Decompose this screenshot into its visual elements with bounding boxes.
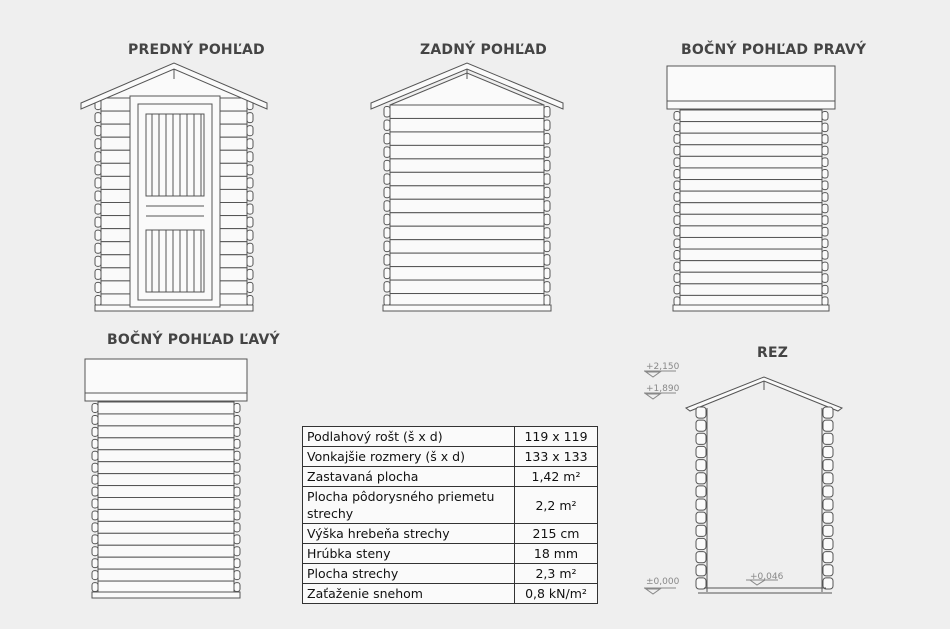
log-end [247,178,253,188]
wall-log [680,237,822,249]
wall-log [390,226,544,239]
log-end [234,415,240,424]
level-marker [646,394,660,399]
wall-log [390,132,544,145]
log-end [247,204,253,214]
log-end [95,217,101,227]
wall-log [390,280,544,293]
wall-log [390,145,544,158]
wall-log [390,105,544,118]
log-end [544,187,550,197]
log-end [92,404,98,413]
log-section [823,512,833,523]
section-view-drawing [644,371,842,594]
log-end [822,204,828,213]
log-end [234,439,240,448]
log-end [384,133,390,143]
log-end [674,251,680,260]
log-end [384,255,390,265]
log-end [247,269,253,279]
wall-log [680,226,822,238]
log-end [95,295,101,305]
side-right-view-drawing [667,66,835,311]
log-end [674,297,680,306]
log-end [234,559,240,568]
wall-log [390,267,544,280]
log-end [822,251,828,260]
log-end [674,216,680,225]
log-end [674,181,680,190]
log-end [247,282,253,292]
log-end [92,499,98,508]
wall-log [98,450,234,462]
spec-row [303,447,598,467]
log-end [92,583,98,592]
log-end [95,191,101,201]
level-marker [646,372,660,377]
wall-log [98,545,234,557]
log-end [544,133,550,143]
wall-log [98,498,234,510]
log-end [92,571,98,580]
log-end [822,169,828,178]
log-end [95,269,101,279]
wall-log [390,118,544,131]
spec-value: 18 mm [515,544,598,564]
wall-log [680,203,822,215]
log-end [234,523,240,532]
wall-log [98,474,234,486]
wall-log [390,213,544,226]
log-end [822,239,828,248]
spec-value: 2,3 m² [515,564,598,584]
log-end [95,178,101,188]
log-section [823,460,833,471]
log-end [544,268,550,278]
log-end [384,160,390,170]
log-end [247,165,253,175]
spec-row [303,487,598,524]
wall-log [680,249,822,261]
log-end [822,274,828,283]
log-end [674,239,680,248]
section-view-title: REZ [757,345,789,361]
log-section [823,446,833,457]
log-end [247,230,253,240]
log-end [92,439,98,448]
level-floor-label: +0,046 [750,572,784,582]
wall-log [98,581,234,593]
spec-label: Zaťaženie snehom [303,584,515,604]
log-end [384,268,390,278]
spec-row [303,427,598,447]
log-end [544,214,550,224]
wall-log [98,402,234,414]
log-section [823,578,833,589]
log-end [822,297,828,306]
wall-log [680,156,822,168]
log-end [544,241,550,251]
log-end [674,262,680,271]
log-end [95,113,101,123]
log-end [92,415,98,424]
spec-label: Hrúbka steny [303,544,515,564]
side-left-view-title: BOČNÝ POHĽAD ĽAVÝ [107,332,280,348]
log-end [544,147,550,157]
wall-log [98,569,234,581]
wall-log [98,414,234,426]
log-end [95,282,101,292]
spec-label: Plocha strechy [303,564,515,584]
wall-log [680,284,822,296]
wall-log [98,533,234,545]
roof-edge [667,101,835,109]
log-end [674,123,680,132]
log-end [822,123,828,132]
log-end [384,174,390,184]
log-section [823,525,833,536]
log-section [696,433,706,444]
log-end [247,113,253,123]
log-section [696,552,706,563]
log-end [95,152,101,162]
log-end [234,427,240,436]
log-end [92,463,98,472]
log-end [674,274,680,283]
log-end [822,158,828,167]
log-end [247,139,253,149]
log-end [95,204,101,214]
wall-log [98,438,234,450]
log-end [247,126,253,136]
log-section [823,486,833,497]
level-marker [646,589,660,594]
spec-value: 1,42 m² [515,467,598,487]
wall-log [680,133,822,145]
log-end [247,191,253,201]
level-ground-label: ±0,000 [646,577,680,587]
wall-log [680,272,822,284]
log-end [384,214,390,224]
wall-log [680,261,822,273]
wall-log [680,145,822,157]
spec-value: 119 x 119 [515,427,598,447]
spec-label: Podlahový rošt (š x d) [303,427,515,447]
wall-log [98,509,234,521]
log-end [95,126,101,136]
level-ridge-label: +2,150 [646,362,680,372]
floor-beam [673,305,829,311]
log-end [95,165,101,175]
log-end [384,295,390,305]
log-section [696,420,706,431]
front-view-drawing [81,63,267,311]
log-end [544,201,550,211]
log-end [822,262,828,271]
log-end [674,146,680,155]
log-end [674,169,680,178]
log-end [822,285,828,294]
log-section [823,552,833,563]
log-end [544,255,550,265]
log-end [674,135,680,144]
log-section [823,420,833,431]
log-section [696,473,706,484]
wall-log [680,180,822,192]
log-end [234,487,240,496]
wall-log [680,122,822,134]
wall-log [680,191,822,203]
log-end [234,511,240,520]
wall-log [390,186,544,199]
log-end [674,285,680,294]
log-section [823,433,833,444]
log-section [696,499,706,510]
log-end [822,193,828,202]
wall-log [98,426,234,438]
log-end [384,241,390,251]
log-end [234,535,240,544]
log-end [822,216,828,225]
wall-log [390,253,544,266]
log-end [247,295,253,305]
wall-log [680,110,822,122]
spec-label: Výška hrebeňa strechy [303,524,515,544]
log-end [544,174,550,184]
spec-row [303,584,598,604]
door-panel [146,230,204,292]
floor-beam [92,592,240,598]
log-section [696,446,706,457]
spec-value: 0,8 kN/m² [515,584,598,604]
side-left-view-drawing [85,359,247,598]
log-section [696,565,706,576]
log-end [674,193,680,202]
log-end [384,147,390,157]
log-section [823,538,833,549]
log-end [234,475,240,484]
log-end [544,282,550,292]
log-section [823,407,833,418]
log-end [247,217,253,227]
log-end [234,451,240,460]
log-end [674,227,680,236]
level-eave-label: +1,890 [646,384,680,394]
log-end [92,427,98,436]
log-end [92,559,98,568]
log-end [95,243,101,253]
roof-fascia [85,359,247,393]
wall-log [98,486,234,498]
log-section [696,578,706,589]
log-end [234,583,240,592]
log-end [822,112,828,121]
log-end [95,139,101,149]
log-end [92,547,98,556]
roof-fascia [667,66,835,101]
log-end [234,571,240,580]
spec-row [303,564,598,584]
log-end [92,451,98,460]
log-end [544,228,550,238]
log-end [95,256,101,266]
log-end [544,160,550,170]
front-view-title: PREDNÝ POHĽAD [128,42,265,58]
wall-log [98,462,234,474]
log-end [247,256,253,266]
spec-row [303,544,598,564]
log-end [384,282,390,292]
log-end [822,227,828,236]
log-end [822,135,828,144]
wall-log [98,557,234,569]
log-end [92,487,98,496]
log-end [544,107,550,117]
log-end [674,204,680,213]
spec-value: 2,2 m² [515,487,598,524]
log-end [544,120,550,130]
log-section [696,525,706,536]
log-end [384,228,390,238]
log-end [674,158,680,167]
log-end [234,463,240,472]
log-end [384,187,390,197]
log-end [234,547,240,556]
spec-row [303,467,598,487]
spec-row [303,524,598,544]
back-view-drawing [371,63,563,311]
log-end [544,295,550,305]
side-right-view-title: BOČNÝ POHĽAD PRAVÝ [681,42,867,58]
log-end [247,243,253,253]
log-section [696,538,706,549]
roof-edge [85,393,247,401]
log-end [384,120,390,130]
wall-log [98,521,234,533]
log-end [92,535,98,544]
log-section [823,473,833,484]
wall-log [390,159,544,172]
spec-label: Plocha pôdorysného priemetu strechy [303,487,515,524]
wall-log [390,199,544,212]
back-view-title: ZADNÝ POHĽAD [420,42,547,58]
wall-log [390,172,544,185]
log-section [823,499,833,510]
spec-label: Zastavaná plocha [303,467,515,487]
specifications-table [302,426,598,604]
log-end [247,152,253,162]
spec-label: Vonkajšie rozmery (š x d) [303,447,515,467]
log-end [95,230,101,240]
spec-value: 133 x 133 [515,447,598,467]
wall-log [390,240,544,253]
log-section [696,512,706,523]
log-end [92,511,98,520]
floor-beam [383,305,551,311]
log-end [384,107,390,117]
log-end [822,181,828,190]
log-end [674,112,680,121]
log-end [822,146,828,155]
log-end [92,475,98,484]
log-section [696,407,706,418]
log-end [234,499,240,508]
wall-log [680,168,822,180]
log-end [384,201,390,211]
wall-log [680,214,822,226]
log-section [696,486,706,497]
spec-value: 215 cm [515,524,598,544]
log-end [234,404,240,413]
log-end [92,523,98,532]
log-section [823,565,833,576]
door-panel [146,114,204,196]
log-section [696,460,706,471]
